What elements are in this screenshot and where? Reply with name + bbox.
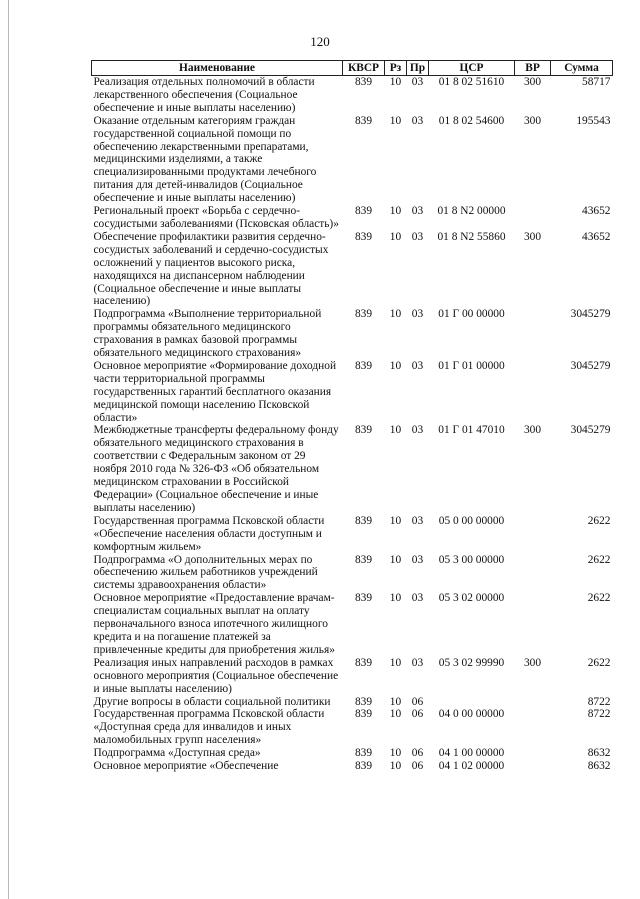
table-row [92, 360, 613, 425]
cell-kvsr: 839 [354, 695, 373, 708]
cell-sum: 8632 [587, 747, 611, 760]
cell-sum: 8632 [587, 760, 611, 773]
cell-kvsr: 839 [354, 514, 373, 527]
cell-vr [515, 760, 551, 773]
cell-kvsr: 839 [354, 230, 373, 243]
cell-vr [515, 308, 551, 360]
table-row [92, 747, 613, 760]
cell-sum: 2622 [587, 656, 611, 669]
table-row [92, 231, 613, 308]
cell-sum: 195543 [576, 114, 611, 127]
cell-rz: 10 [389, 359, 402, 372]
cell-name: Другие вопросы в области социальной политики [93, 695, 331, 708]
cell-kvsr: 839 [354, 424, 373, 437]
table-row [92, 515, 613, 554]
cell-rz: 10 [389, 708, 402, 721]
cell-pr: 03 [411, 205, 424, 218]
budget-table [91, 60, 613, 773]
cell-name: Обеспечение профилактики развития сердечно-сосудистых заболеваний и сердечно-сосудистых осложнений у пациентов высокого риска, находящихся на диспансерном наблюдении (Социальное обеспечение и иные выплаты населению) [93, 230, 329, 308]
cell-vr [515, 708, 551, 747]
cell-rz: 10 [389, 205, 402, 218]
cell-sum: 3045279 [570, 359, 611, 372]
cell-kvsr: 839 [354, 308, 373, 321]
cell-csr: 01 8 N2 00000 [437, 205, 506, 218]
cell-sum: 3045279 [570, 424, 611, 437]
cell-name: Основное мероприятие «Формирование доходной части территориальной программы государственных гарантий бесплатного оказания медицинской помощи населению Псковской области» [93, 359, 337, 424]
cell-csr: 05 0 00 00000 [438, 514, 505, 527]
cell-pr: 03 [411, 230, 424, 243]
cell-pr: 06 [411, 695, 424, 708]
cell-sum: 2622 [587, 514, 611, 527]
cell-kvsr: 839 [354, 656, 373, 669]
scan-edge-line [8, 0, 9, 899]
table-header-row [92, 61, 613, 76]
cell-vr: 300 [523, 230, 542, 243]
cell-pr: 03 [411, 114, 424, 127]
header-name: Наименование [92, 61, 343, 76]
cell-vr [515, 747, 551, 760]
cell-kvsr: 839 [354, 553, 373, 566]
cell-vr: 300 [523, 114, 542, 127]
table-row [92, 205, 613, 231]
cell-rz: 10 [389, 656, 402, 669]
cell-csr: 05 3 00 00000 [438, 553, 505, 566]
cell-kvsr: 839 [354, 708, 373, 721]
page-number: 120 [310, 34, 330, 49]
cell-rz: 10 [389, 760, 402, 773]
cell-csr: 04 1 02 00000 [438, 760, 505, 773]
cell-rz: 10 [389, 747, 402, 760]
cell-rz: 10 [389, 424, 402, 437]
cell-name: Государственная программа Псковской области «Обеспечение населения области доступным и комфортным жильем» [93, 514, 325, 553]
cell-vr [515, 205, 551, 231]
cell-pr: 03 [411, 656, 424, 669]
cell-pr: 03 [411, 592, 424, 605]
cell-pr: 03 [411, 308, 424, 321]
cell-csr: 01 Г 00 00000 [438, 308, 505, 321]
cell-rz: 10 [389, 695, 402, 708]
cell-pr: 03 [411, 424, 424, 437]
cell-name: Подпрограмма «О дополнительных мерах по обеспечению жильем работников учреждений системы здравоохранения области» [93, 553, 318, 592]
cell-csr: 01 8 N2 55860 [437, 230, 506, 243]
cell-sum: 8722 [587, 695, 611, 708]
cell-vr [515, 592, 551, 657]
table-row [92, 554, 613, 593]
cell-csr [429, 696, 515, 709]
cell-name: Подпрограмма «Выполнение территориальной программы обязательного медицинского страхования в рамках базовой программы обязательного медицинского страхования» [93, 308, 322, 360]
table-row [92, 76, 613, 115]
cell-sum: 58717 [582, 76, 611, 88]
cell-vr [515, 515, 551, 554]
cell-sum: 3045279 [570, 308, 611, 321]
header-sum: Сумма [551, 61, 613, 76]
cell-vr: 300 [523, 76, 542, 88]
header-pr: Пр [407, 61, 429, 76]
cell-rz: 10 [389, 308, 402, 321]
cell-kvsr: 839 [354, 114, 373, 127]
table-body [92, 76, 613, 773]
cell-name: Реализация отдельных полномочий в области лекарственного обеспечения (Социальное обеспечение и иные выплаты населению) [93, 76, 315, 114]
cell-csr: 01 8 02 51610 [438, 76, 505, 88]
cell-kvsr: 839 [354, 592, 373, 605]
cell-pr: 03 [411, 553, 424, 566]
cell-sum: 43652 [582, 205, 611, 218]
cell-csr: 01 Г 01 47010 [438, 424, 505, 437]
cell-kvsr: 839 [354, 205, 373, 218]
table-row [92, 592, 613, 657]
cell-rz: 10 [389, 592, 402, 605]
cell-name: Региональный проект «Борьба с сердечно-сосудистыми заболеваниями (Псковская область)» [93, 205, 339, 230]
cell-name: Основное мероприятие «Предоставление врачам-специалистам социальных выплат на оплату первоначального взноса ипотечного жилищного кредита и на погашение платежей за привлеченные кредиты для приобретения жилья» [93, 592, 335, 656]
table-row [92, 760, 613, 773]
header-rz: Рз [385, 61, 407, 76]
cell-kvsr: 839 [354, 359, 373, 372]
cell-csr: 01 Г 01 00000 [438, 359, 505, 372]
cell-name: Межбюджетные трансферты федеральному фонду обязательного медицинского страхования в соответствии с Федеральным законом от 29 ноября 2010 года № 326-ФЗ «Об обязательном медицинском страховании в Российской Федерации» (Социальное обеспечение и иные выплаты населению) [93, 424, 339, 514]
cell-sum: 2622 [587, 553, 611, 566]
cell-rz: 10 [389, 230, 402, 243]
cell-pr: 06 [411, 747, 424, 760]
cell-vr [515, 554, 551, 593]
cell-sum: 2622 [587, 592, 611, 605]
cell-kvsr: 839 [354, 760, 373, 773]
table-row [92, 424, 613, 514]
cell-name: Реализация иных направлений расходов в рамках основного мероприятия (Социальное обеспечение и иные выплаты населению) [93, 656, 339, 695]
cell-sum: 43652 [582, 230, 611, 243]
cell-rz: 10 [389, 553, 402, 566]
table-row [92, 696, 613, 709]
cell-pr: 06 [411, 708, 424, 721]
cell-vr: 300 [523, 424, 542, 437]
cell-rz: 10 [389, 76, 402, 88]
header-csr: ЦСР [429, 61, 515, 76]
cell-pr: 03 [411, 514, 424, 527]
cell-name: Основное мероприятие «Обеспечение [93, 760, 279, 773]
cell-name: Подпрограмма «Доступная среда» [93, 747, 261, 760]
cell-rz: 10 [389, 514, 402, 527]
cell-vr [515, 696, 551, 709]
cell-name: Государственная программа Псковской области «Доступная среда для инвалидов и иных маломобильных групп населения» [93, 708, 325, 747]
cell-csr: 05 3 02 00000 [438, 592, 505, 605]
table-row [92, 708, 613, 747]
cell-sum: 8722 [587, 708, 611, 721]
table-row [92, 657, 613, 696]
cell-csr: 04 0 00 00000 [438, 708, 505, 721]
cell-rz: 10 [389, 114, 402, 127]
cell-csr: 05 3 02 99990 [438, 656, 505, 669]
cell-name: Оказание отдельным категориям граждан государственной социальной помощи по обеспечению лекарственными препаратами, медицинскими изделиями, а также специализированными продуктами лечебного питания для детей-инвалидов (Социальное обеспечение и иные выплаты населению) [93, 114, 317, 205]
header-kvsr: КВСР [343, 61, 385, 76]
header-vr: ВР [515, 61, 551, 76]
cell-kvsr: 839 [354, 747, 373, 760]
cell-vr: 300 [523, 656, 542, 669]
cell-vr [515, 360, 551, 425]
cell-pr: 03 [411, 76, 424, 88]
table-row [92, 115, 613, 205]
cell-csr: 01 8 02 54600 [438, 114, 505, 127]
cell-pr: 06 [411, 760, 424, 773]
cell-csr: 04 1 00 00000 [438, 747, 505, 760]
cell-kvsr: 839 [354, 76, 373, 88]
table-row [92, 308, 613, 360]
cell-pr: 03 [411, 359, 424, 372]
